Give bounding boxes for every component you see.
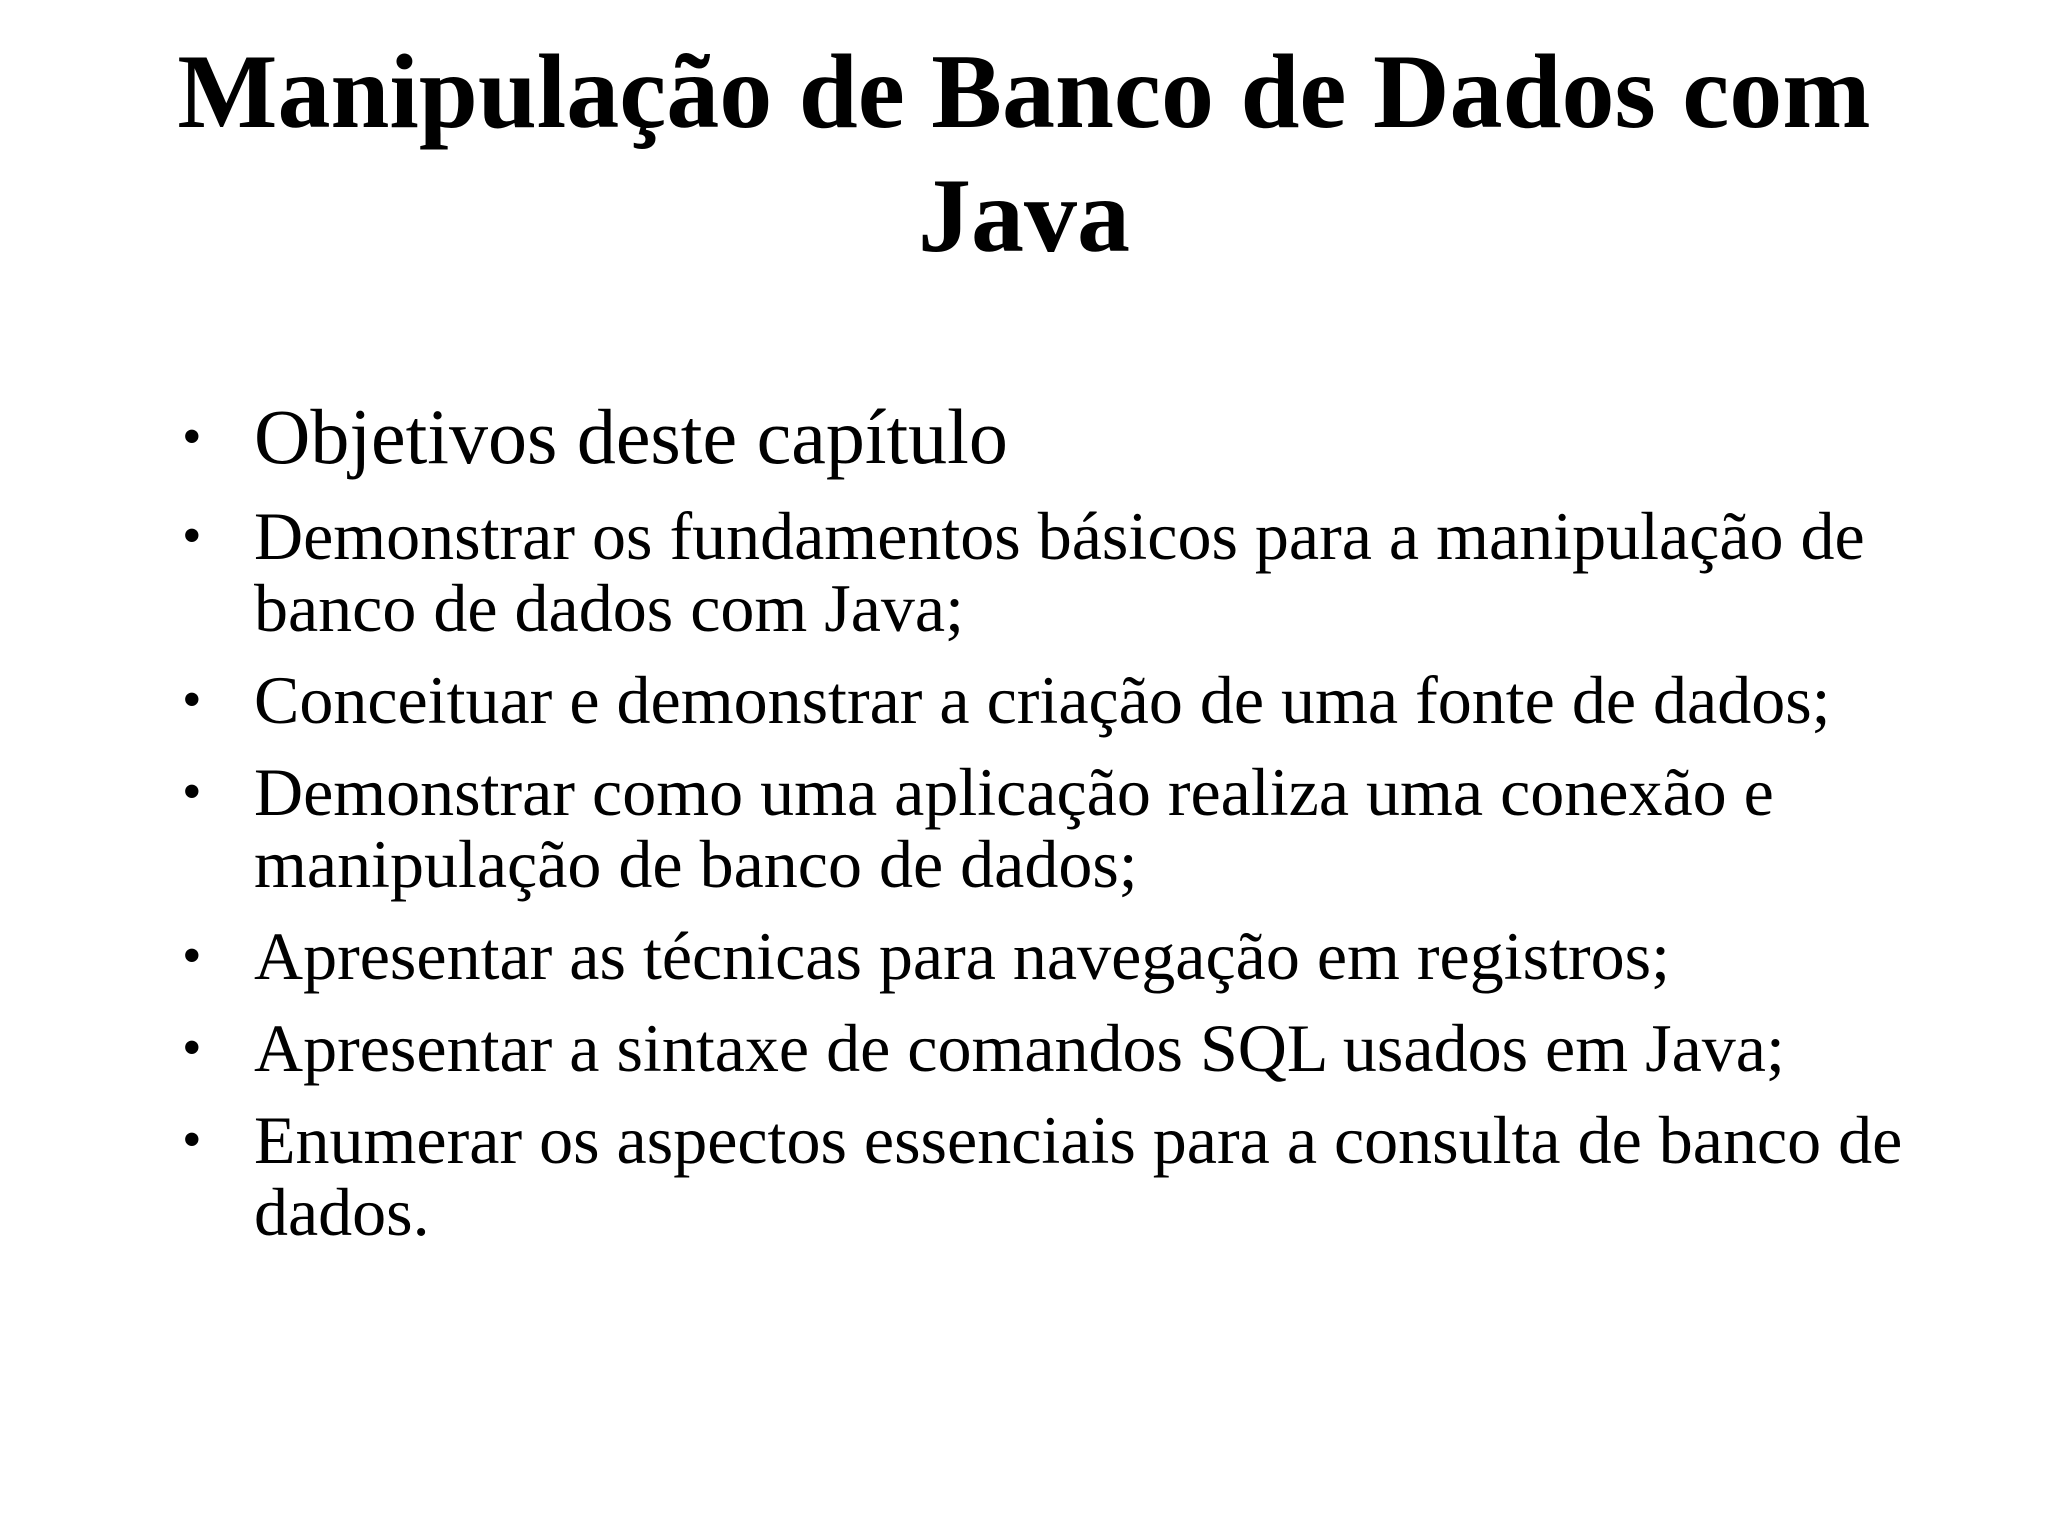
bullet-dot-icon: • bbox=[182, 406, 202, 468]
bullet-dot-icon: • bbox=[182, 505, 202, 567]
bullet-dot-icon: • bbox=[182, 925, 202, 987]
bullet-list bbox=[170, 393, 1910, 1268]
bullet-text: Apresentar a sintaxe de comandos SQL usados em Java; bbox=[254, 1010, 1785, 1086]
bullet-item-navegacao bbox=[170, 920, 1910, 992]
bullet-item-sql bbox=[170, 1012, 1910, 1084]
bullet-text: Demonstrar os fundamentos básicos para a manipulação de banco de dados com Java; bbox=[254, 498, 1865, 646]
slide-title: Manipulação de Banco de Dados com Java bbox=[177, 33, 1871, 274]
bullet-dot-icon: • bbox=[182, 1109, 202, 1171]
bullet-dot-icon: • bbox=[182, 1017, 202, 1079]
bullet-text: Demonstrar como uma aplicação realiza uma conexão e manipulação de banco de dados; bbox=[254, 754, 1774, 902]
bullet-item-fundamentos bbox=[170, 500, 1910, 644]
bullet-item-conexao bbox=[170, 756, 1910, 900]
bullet-item-fonte-de-dados bbox=[170, 664, 1910, 736]
bullet-item-objetivos bbox=[170, 393, 1910, 480]
bullet-dot-icon: • bbox=[182, 761, 202, 823]
bullet-text: Objetivos deste capítulo bbox=[254, 393, 1008, 480]
bullet-text: Conceituar e demonstrar a criação de uma fonte de dados; bbox=[254, 662, 1831, 738]
bullet-item-consulta bbox=[170, 1104, 1910, 1248]
bullet-text: Enumerar os aspectos essenciais para a consulta de banco de dados. bbox=[254, 1102, 1903, 1250]
bullet-dot-icon: • bbox=[182, 669, 202, 731]
bullet-text: Apresentar as técnicas para navegação em registros; bbox=[254, 918, 1670, 994]
